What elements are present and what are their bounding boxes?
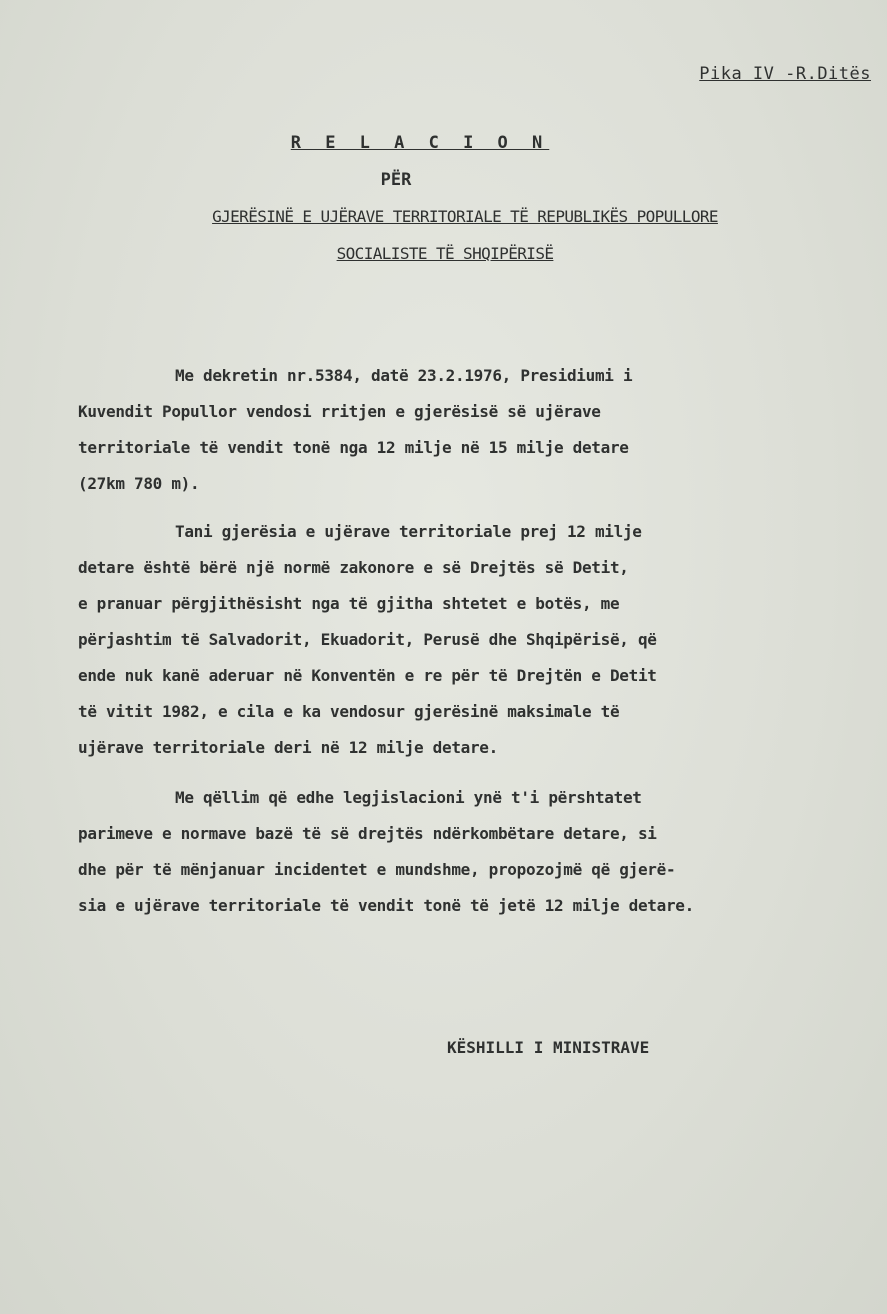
- paragraph-1: [78, 358, 878, 502]
- document-per: PËR: [380, 170, 412, 190]
- document-subject-line1: GJERËSINË E UJËRAVE TERRITORIALE TË REPUBLIKËS POPULLORE: [212, 207, 718, 226]
- paragraph-3: [78, 780, 878, 924]
- document-signature: KËSHILLI I MINISTRAVE: [447, 1038, 650, 1057]
- paragraph-line: detare është bërë një normë zakonore e së Drejtës së Detit,: [78, 558, 629, 577]
- paragraph-line: të vitit 1982, e cila e ka vendosur gjerësinë maksimale të: [78, 702, 620, 721]
- paragraph-line: territoriale të vendit tonë nga 12 milje në 15 milje detare: [78, 438, 629, 457]
- document-reference: Pika IV -R.Ditës: [699, 64, 871, 84]
- paragraph-line: ujërave territoriale deri në 12 milje detare.: [78, 738, 498, 757]
- paragraph-line: (27km 780 m).: [78, 474, 200, 493]
- paragraph-line: përjashtim të Salvadorit, Ekuadorit, Perusë dhe Shqipërisë, që: [78, 630, 657, 649]
- paragraph-line: ende nuk kanë aderuar në Konventën e re për të Drejtën e Detit: [78, 666, 657, 685]
- paragraph-2: [78, 514, 878, 766]
- paragraph-line: e pranuar përgjithësisht nga të gjitha shtetet e botës, me: [78, 594, 620, 613]
- paragraph-line: sia e ujërave territoriale të vendit tonë të jetë 12 milje detare.: [78, 896, 694, 915]
- paragraph-line: parimeve e normave bazë të së drejtës ndërkombëtare detare, si: [78, 824, 657, 843]
- paragraph-line: Kuvendit Popullor vendosi rritjen e gjerësisë së ujërave: [78, 402, 601, 421]
- document-subject-line2: SOCIALISTE TË SHQIPËRISË: [336, 244, 554, 263]
- paragraph-line: Me dekretin nr.5384, datë 23.2.1976, Presidiumi i: [175, 366, 633, 385]
- document-title: R E L A C I O N: [290, 133, 550, 153]
- paragraph-line: Tani gjerësia e ujërave territoriale prej 12 milje: [175, 522, 642, 541]
- paragraph-line: dhe për të mënjanuar incidentet e mundshme, propozojmë që gjerë-: [78, 860, 676, 879]
- paragraph-line: Me qëllim që edhe legjislacioni ynë t'i përshtatet: [175, 788, 642, 807]
